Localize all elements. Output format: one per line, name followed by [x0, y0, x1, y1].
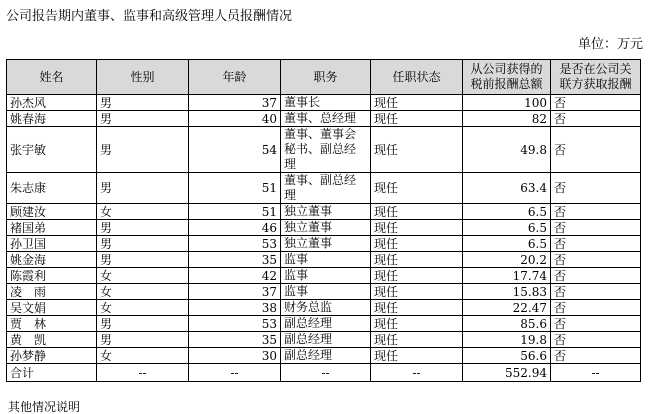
table-row	[7, 332, 641, 348]
table-row	[7, 252, 641, 268]
cell-pretax-pay: 19.8	[463, 332, 551, 348]
cell-name: 褚国弟	[7, 220, 97, 236]
table-row	[7, 348, 641, 364]
cell-name: 张宇敏	[7, 127, 97, 173]
cell-gender: 女	[97, 284, 189, 300]
cell-name: 陈霞利	[7, 268, 97, 284]
cell-age: 46	[189, 220, 281, 236]
cell-status: 现任	[371, 348, 463, 364]
cell-status: 现任	[371, 300, 463, 316]
cell-related-party: 否	[551, 284, 641, 300]
cell-name: 吴文娟	[7, 300, 97, 316]
header-status: 任职状态	[371, 60, 463, 95]
cell-pretax-pay: 20.2	[463, 252, 551, 268]
footnote: 其他情况说明	[8, 400, 81, 414]
cell-age: 35	[189, 252, 281, 268]
cell-status: 现任	[371, 316, 463, 332]
cell-related-party: 否	[551, 204, 641, 220]
cell-gender: 男	[97, 111, 189, 127]
table-row	[7, 173, 641, 204]
table-row	[7, 236, 641, 252]
cell-position: 董事、董事会秘书、副总经理	[281, 127, 371, 173]
cell-pretax-pay: 6.5	[463, 220, 551, 236]
cell-age: 37	[189, 284, 281, 300]
cell-status: 现任	[371, 332, 463, 348]
cell-gender: 男	[97, 95, 189, 111]
total-gender: --	[97, 364, 189, 382]
cell-pretax-pay: 6.5	[463, 236, 551, 252]
cell-related-party: 否	[551, 300, 641, 316]
cell-position: 财务总监	[281, 300, 371, 316]
cell-age: 51	[189, 173, 281, 204]
cell-name: 贾 林	[7, 316, 97, 332]
header-pretax-pay: 从公司获得的税前报酬总额	[463, 60, 551, 95]
cell-pretax-pay: 100	[463, 95, 551, 111]
cell-related-party: 否	[551, 220, 641, 236]
cell-name: 姚金海	[7, 252, 97, 268]
table-row	[7, 300, 641, 316]
unit-label: 单位：万元	[577, 37, 643, 52]
cell-position: 独立董事	[281, 220, 371, 236]
header-related-party-pay: 是否在公司关联方获取报酬	[551, 60, 641, 95]
cell-gender: 男	[97, 220, 189, 236]
cell-age: 53	[189, 236, 281, 252]
cell-gender: 男	[97, 127, 189, 173]
table-header-row	[7, 60, 641, 95]
cell-gender: 男	[97, 252, 189, 268]
cell-gender: 女	[97, 204, 189, 220]
table-row	[7, 95, 641, 111]
cell-name: 孙卫国	[7, 236, 97, 252]
page-title: 公司报告期内董事、监事和高级管理人员报酬情况	[6, 9, 293, 24]
cell-age: 53	[189, 316, 281, 332]
total-position: --	[281, 364, 371, 382]
total-pay: 552.94	[463, 364, 551, 382]
cell-name: 朱志康	[7, 173, 97, 204]
cell-position: 监事	[281, 268, 371, 284]
cell-gender: 女	[97, 300, 189, 316]
cell-status: 现任	[371, 284, 463, 300]
cell-related-party: 否	[551, 252, 641, 268]
table-row	[7, 111, 641, 127]
cell-position: 副总经理	[281, 348, 371, 364]
cell-name: 黄 凯	[7, 332, 97, 348]
cell-gender: 男	[97, 332, 189, 348]
cell-status: 现任	[371, 173, 463, 204]
cell-position: 副总经理	[281, 332, 371, 348]
table-row	[7, 316, 641, 332]
cell-pretax-pay: 56.6	[463, 348, 551, 364]
cell-age: 30	[189, 348, 281, 364]
cell-age: 54	[189, 127, 281, 173]
cell-status: 现任	[371, 204, 463, 220]
cell-position: 独立董事	[281, 236, 371, 252]
cell-status: 现任	[371, 268, 463, 284]
header-age: 年龄	[189, 60, 281, 95]
cell-gender: 男	[97, 316, 189, 332]
total-age: --	[189, 364, 281, 382]
cell-name: 姚春海	[7, 111, 97, 127]
cell-pretax-pay: 17.74	[463, 268, 551, 284]
table-row	[7, 127, 641, 173]
table-row	[7, 220, 641, 236]
cell-pretax-pay: 15.83	[463, 284, 551, 300]
cell-position: 监事	[281, 284, 371, 300]
cell-related-party: 否	[551, 348, 641, 364]
cell-age: 35	[189, 332, 281, 348]
total-label: 合计	[7, 364, 97, 382]
cell-name: 顾建汝	[7, 204, 97, 220]
cell-position: 独立董事	[281, 204, 371, 220]
cell-position: 董事长	[281, 95, 371, 111]
cell-pretax-pay: 49.8	[463, 127, 551, 173]
cell-age: 37	[189, 95, 281, 111]
table-row	[7, 204, 641, 220]
cell-status: 现任	[371, 111, 463, 127]
cell-gender: 女	[97, 348, 189, 364]
cell-position: 董事、副总经理	[281, 173, 371, 204]
cell-age: 51	[189, 204, 281, 220]
header-name: 姓名	[7, 60, 97, 95]
cell-status: 现任	[371, 252, 463, 268]
cell-age: 42	[189, 268, 281, 284]
total-status: --	[371, 364, 463, 382]
table-row	[7, 284, 641, 300]
compensation-table	[6, 59, 641, 382]
cell-pretax-pay: 85.6	[463, 316, 551, 332]
cell-gender: 男	[97, 236, 189, 252]
cell-position: 副总经理	[281, 316, 371, 332]
table-total-row	[7, 364, 641, 382]
cell-pretax-pay: 22.47	[463, 300, 551, 316]
header-gender: 性别	[97, 60, 189, 95]
cell-status: 现任	[371, 95, 463, 111]
cell-age: 38	[189, 300, 281, 316]
cell-status: 现任	[371, 127, 463, 173]
cell-name: 孙梦静	[7, 348, 97, 364]
cell-pretax-pay: 6.5	[463, 204, 551, 220]
cell-related-party: 否	[551, 111, 641, 127]
cell-status: 现任	[371, 220, 463, 236]
cell-related-party: 否	[551, 236, 641, 252]
cell-status: 现任	[371, 236, 463, 252]
cell-gender: 男	[97, 173, 189, 204]
table-row	[7, 268, 641, 284]
cell-gender: 女	[97, 268, 189, 284]
cell-pretax-pay: 63.4	[463, 173, 551, 204]
cell-pretax-pay: 82	[463, 111, 551, 127]
header-position: 职务	[281, 60, 371, 95]
cell-name: 凌 雨	[7, 284, 97, 300]
cell-position: 董事、总经理	[281, 111, 371, 127]
cell-related-party: 否	[551, 95, 641, 111]
total-related-party: --	[551, 364, 641, 382]
cell-related-party: 否	[551, 173, 641, 204]
cell-related-party: 否	[551, 316, 641, 332]
cell-name: 孙杰风	[7, 95, 97, 111]
cell-position: 监事	[281, 252, 371, 268]
cell-related-party: 否	[551, 268, 641, 284]
cell-age: 40	[189, 111, 281, 127]
cell-related-party: 否	[551, 127, 641, 173]
cell-related-party: 否	[551, 332, 641, 348]
